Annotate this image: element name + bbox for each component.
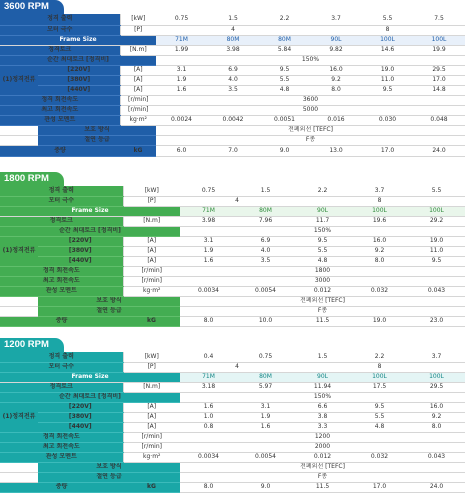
row-label: Frame Size bbox=[0, 206, 180, 216]
cell: 0.8 bbox=[180, 422, 237, 432]
spec-table bbox=[0, 14, 465, 157]
cell: 150% bbox=[180, 392, 465, 402]
cell: 6.6 bbox=[294, 402, 351, 412]
row-label: Frame Size bbox=[0, 35, 156, 45]
cell: 3.3 bbox=[294, 422, 351, 432]
cell: 3.8 bbox=[294, 412, 351, 422]
current-group-label: (1)정격전류 bbox=[0, 236, 38, 266]
cell: 100L bbox=[408, 372, 465, 382]
cell: 11.0 bbox=[362, 75, 413, 85]
row-unit: [A] bbox=[123, 256, 180, 266]
row-current-380v bbox=[0, 246, 465, 256]
cell: 3.1 bbox=[237, 402, 294, 412]
cell: 8.0 bbox=[180, 316, 237, 326]
row-label: 정격토크 bbox=[0, 45, 120, 55]
cell: 29.2 bbox=[408, 216, 465, 226]
row-current-380v bbox=[0, 412, 465, 422]
row-unit: kg·m² bbox=[120, 115, 156, 125]
row-label: 중량 bbox=[0, 482, 123, 492]
cell: 3.1 bbox=[156, 65, 207, 75]
row-unit: [N.m] bbox=[123, 216, 180, 226]
spec-section-1200rpm bbox=[0, 338, 465, 500]
cell: 1800 bbox=[180, 266, 465, 276]
cell: 8.0 bbox=[351, 256, 408, 266]
row-label: 관성 모멘트 bbox=[0, 115, 120, 125]
cell: 전폐외선 [TEFC] bbox=[180, 462, 465, 472]
row-label: 모터 극수 bbox=[0, 25, 120, 35]
row-unit: [r/min] bbox=[120, 105, 156, 115]
cell: 0.030 bbox=[362, 115, 413, 125]
cell: 80M bbox=[259, 35, 310, 45]
cell: 23.0 bbox=[408, 316, 465, 326]
row-label: 절연 등급 bbox=[38, 472, 180, 482]
row-insulation bbox=[0, 472, 465, 482]
row-label: 정격토크 bbox=[0, 382, 123, 392]
row-unit: [P] bbox=[120, 25, 156, 35]
row-label: 정격 회전속도 bbox=[0, 95, 120, 105]
row-label: 모터 극수 bbox=[0, 196, 123, 206]
row-insulation bbox=[0, 135, 465, 145]
row-unit: [A] bbox=[120, 75, 156, 85]
cell: 3.18 bbox=[180, 382, 237, 392]
row-unit: [r/min] bbox=[123, 266, 180, 276]
row-label: 정격 회전속도 bbox=[0, 266, 123, 276]
cell: 80M bbox=[207, 35, 259, 45]
cell: 1.5 bbox=[237, 186, 294, 196]
cell: 6.0 bbox=[156, 145, 207, 156]
row-label: 정격 출력 bbox=[0, 186, 123, 196]
row-unit: [N.m] bbox=[123, 382, 180, 392]
row-label: 관성 모멘트 bbox=[0, 286, 123, 296]
cell: 2.2 bbox=[294, 186, 351, 196]
row-current-220v bbox=[0, 236, 465, 246]
cell: 1.9 bbox=[156, 75, 207, 85]
cell: 1200 bbox=[180, 432, 465, 442]
row-label: 관성 모멘트 bbox=[0, 452, 123, 462]
cell: 100L bbox=[351, 206, 408, 216]
section-title: 3600 RPM bbox=[0, 0, 64, 14]
cell: 1.99 bbox=[156, 45, 207, 55]
cell: 0.012 bbox=[294, 286, 351, 296]
cell: 0.043 bbox=[408, 286, 465, 296]
row-insulation bbox=[0, 306, 465, 316]
cell: 0.0054 bbox=[237, 286, 294, 296]
cell: 14.6 bbox=[362, 45, 413, 55]
row-rated-torque bbox=[0, 216, 465, 226]
cell: 100L bbox=[362, 35, 413, 45]
cell: 1.9 bbox=[180, 246, 237, 256]
cell: 3.5 bbox=[207, 85, 259, 95]
blank-cell bbox=[0, 462, 38, 472]
cell: 1.5 bbox=[294, 352, 351, 362]
cell: 11.94 bbox=[294, 382, 351, 392]
row-unit: [r/min] bbox=[123, 276, 180, 286]
row-label: 순간 최대토크 [정격비] bbox=[0, 55, 156, 65]
row-label: [220V] bbox=[38, 65, 120, 75]
cell: 11.5 bbox=[294, 482, 351, 492]
row-label: 중량 bbox=[0, 145, 120, 156]
row-unit: [A] bbox=[120, 65, 156, 75]
cell: 0.043 bbox=[408, 452, 465, 462]
cell: 71M bbox=[180, 372, 237, 382]
cell: 90L bbox=[294, 206, 351, 216]
cell: 9.5 bbox=[408, 256, 465, 266]
cell: 29.5 bbox=[408, 382, 465, 392]
row-rated-output bbox=[0, 14, 465, 25]
cell: 1.6 bbox=[180, 402, 237, 412]
row-weight bbox=[0, 482, 465, 492]
cell: 7.0 bbox=[207, 145, 259, 156]
row-unit: [r/min] bbox=[123, 442, 180, 452]
cell: 100L bbox=[351, 372, 408, 382]
row-unit: [P] bbox=[123, 196, 180, 206]
blank-cell bbox=[0, 125, 38, 135]
cell: 1.6 bbox=[237, 422, 294, 432]
cell: 9.2 bbox=[310, 75, 362, 85]
row-poles bbox=[0, 362, 465, 372]
cell: 9.0 bbox=[259, 145, 310, 156]
row-label: 최고 회전속도 bbox=[0, 442, 123, 452]
cell: 100L bbox=[413, 35, 465, 45]
cell: 9.2 bbox=[351, 246, 408, 256]
cell: 17.0 bbox=[362, 145, 413, 156]
row-unit: [kW] bbox=[123, 186, 180, 196]
cell: 6.9 bbox=[237, 236, 294, 246]
row-unit: kG bbox=[123, 316, 180, 326]
row-unit: [r/min] bbox=[120, 95, 156, 105]
cell: 71M bbox=[180, 206, 237, 216]
cell: 1.9 bbox=[237, 412, 294, 422]
blank-cell bbox=[0, 135, 38, 145]
row-unit: [A] bbox=[123, 402, 180, 412]
cell: 24.0 bbox=[408, 482, 465, 492]
cell: 0.0051 bbox=[259, 115, 310, 125]
row-protection bbox=[0, 296, 465, 306]
row-unit: [kW] bbox=[123, 352, 180, 362]
cell: 5.5 bbox=[351, 412, 408, 422]
row-current-440v bbox=[0, 256, 465, 266]
row-label: 순간 최대토크 [정격비] bbox=[0, 392, 180, 402]
spec-section-3600rpm bbox=[0, 0, 465, 166]
row-max-speed bbox=[0, 105, 465, 115]
row-unit: [A] bbox=[123, 412, 180, 422]
cell: 5.5 bbox=[408, 186, 465, 196]
row-rated-output bbox=[0, 352, 465, 362]
cell: 4 bbox=[156, 25, 310, 35]
cell: 0.048 bbox=[413, 115, 465, 125]
cell: 5.84 bbox=[259, 45, 310, 55]
cell: 9.0 bbox=[237, 482, 294, 492]
cell: 1.0 bbox=[180, 412, 237, 422]
blank-cell bbox=[0, 306, 38, 316]
cell: 7.5 bbox=[413, 14, 465, 25]
spec-section-1800rpm bbox=[0, 172, 465, 332]
cell: 19.9 bbox=[413, 45, 465, 55]
row-inertia bbox=[0, 286, 465, 296]
row-frame-size bbox=[0, 372, 465, 382]
cell: 11.7 bbox=[294, 216, 351, 226]
row-label: 모터 극수 bbox=[0, 362, 123, 372]
cell: F종 bbox=[156, 135, 465, 145]
cell: 3.7 bbox=[310, 14, 362, 25]
cell: 전폐외선 [TEFC] bbox=[180, 296, 465, 306]
cell: 0.4 bbox=[180, 352, 237, 362]
row-frame-size bbox=[0, 35, 465, 45]
row-label: [380V] bbox=[38, 246, 123, 256]
cell: 3.7 bbox=[408, 352, 465, 362]
cell: 8 bbox=[294, 362, 465, 372]
row-unit: kG bbox=[120, 145, 156, 156]
spec-table bbox=[0, 352, 465, 493]
cell: 9.5 bbox=[351, 402, 408, 412]
cell: 0.032 bbox=[351, 286, 408, 296]
cell: 0.0042 bbox=[207, 115, 259, 125]
cell: 16.0 bbox=[408, 402, 465, 412]
row-rated-output bbox=[0, 186, 465, 196]
row-max-speed bbox=[0, 442, 465, 452]
cell: 3000 bbox=[180, 276, 465, 286]
row-unit: [r/min] bbox=[123, 432, 180, 442]
section-title: 1200 RPM bbox=[0, 338, 64, 352]
cell: 13.0 bbox=[310, 145, 362, 156]
cell: 1.6 bbox=[156, 85, 207, 95]
blank-cell bbox=[0, 296, 38, 306]
cell: 2.2 bbox=[351, 352, 408, 362]
row-inertia bbox=[0, 452, 465, 462]
cell: 11.5 bbox=[294, 316, 351, 326]
cell: 19.0 bbox=[351, 316, 408, 326]
row-rated-torque bbox=[0, 382, 465, 392]
row-max-speed bbox=[0, 276, 465, 286]
row-poles bbox=[0, 25, 465, 35]
cell: 5.5 bbox=[259, 75, 310, 85]
row-inertia bbox=[0, 115, 465, 125]
row-label: 중량 bbox=[0, 316, 123, 326]
cell: 8.0 bbox=[408, 422, 465, 432]
current-group-label: (1)정격전류 bbox=[0, 402, 38, 432]
cell: 3.98 bbox=[180, 216, 237, 226]
row-frame-size bbox=[0, 206, 465, 216]
row-label: 최고 회전속도 bbox=[0, 105, 120, 115]
row-current-380v bbox=[0, 75, 465, 85]
cell: 10.0 bbox=[237, 316, 294, 326]
cell: 19.6 bbox=[351, 216, 408, 226]
row-unit: kg·m² bbox=[123, 286, 180, 296]
cell: 150% bbox=[180, 226, 465, 236]
cell: 8.0 bbox=[310, 85, 362, 95]
cell: 6.9 bbox=[207, 65, 259, 75]
row-unit: [kW] bbox=[120, 14, 156, 25]
cell: 16.0 bbox=[351, 236, 408, 246]
cell: 24.0 bbox=[413, 145, 465, 156]
cell: 0.75 bbox=[156, 14, 207, 25]
cell: 9.5 bbox=[259, 65, 310, 75]
cell: 7.96 bbox=[237, 216, 294, 226]
cell: 4.8 bbox=[351, 422, 408, 432]
cell: 80M bbox=[237, 206, 294, 216]
cell: 19.0 bbox=[362, 65, 413, 75]
cell: F종 bbox=[180, 472, 465, 482]
row-unit: [P] bbox=[123, 362, 180, 372]
cell: 4 bbox=[180, 362, 294, 372]
row-peak-torque bbox=[0, 392, 465, 402]
cell: 1.6 bbox=[180, 256, 237, 266]
row-rated-speed bbox=[0, 95, 465, 105]
cell: 8.0 bbox=[180, 482, 237, 492]
row-label: 보호 방식 bbox=[38, 125, 156, 135]
row-peak-torque bbox=[0, 226, 465, 236]
cell: 0.75 bbox=[180, 186, 237, 196]
cell: 5000 bbox=[156, 105, 465, 115]
cell: 0.0034 bbox=[180, 286, 237, 296]
cell: 0.016 bbox=[310, 115, 362, 125]
cell: 100L bbox=[408, 206, 465, 216]
cell: 3.98 bbox=[207, 45, 259, 55]
row-label: 최고 회전속도 bbox=[0, 276, 123, 286]
cell: 3.1 bbox=[180, 236, 237, 246]
cell: 0.012 bbox=[294, 452, 351, 462]
row-poles bbox=[0, 196, 465, 206]
cell: 90L bbox=[310, 35, 362, 45]
row-label: 보호 방식 bbox=[38, 462, 180, 472]
cell: 0.0054 bbox=[237, 452, 294, 462]
row-unit: kg·m² bbox=[123, 452, 180, 462]
cell: 2000 bbox=[180, 442, 465, 452]
row-unit: [A] bbox=[123, 236, 180, 246]
cell: 8 bbox=[310, 25, 465, 35]
cell: 17.0 bbox=[413, 75, 465, 85]
row-unit: [N.m] bbox=[120, 45, 156, 55]
cell: 4.0 bbox=[207, 75, 259, 85]
cell: 29.5 bbox=[413, 65, 465, 75]
row-current-440v bbox=[0, 422, 465, 432]
cell: 0.0034 bbox=[180, 452, 237, 462]
row-label: 정격토크 bbox=[0, 216, 123, 226]
cell: 3.5 bbox=[237, 256, 294, 266]
row-label: 절연 등급 bbox=[38, 306, 180, 316]
cell: 80M bbox=[237, 372, 294, 382]
cell: 4 bbox=[180, 196, 294, 206]
row-label: Frame Size bbox=[0, 372, 180, 382]
row-rated-speed bbox=[0, 432, 465, 442]
cell: 150% bbox=[156, 55, 465, 65]
row-label: 정격 출력 bbox=[0, 352, 123, 362]
row-label: 절연 등급 bbox=[38, 135, 156, 145]
row-rated-torque bbox=[0, 45, 465, 55]
row-label: 보호 방식 bbox=[38, 296, 180, 306]
cell: 0.0024 bbox=[156, 115, 207, 125]
row-current-220v bbox=[0, 402, 465, 412]
row-label: [220V] bbox=[38, 402, 123, 412]
cell: 9.82 bbox=[310, 45, 362, 55]
cell: 2.2 bbox=[259, 14, 310, 25]
row-protection bbox=[0, 125, 465, 135]
row-label: [440V] bbox=[38, 256, 123, 266]
cell: 0.75 bbox=[237, 352, 294, 362]
cell: 4.0 bbox=[237, 246, 294, 256]
cell: 9.5 bbox=[362, 85, 413, 95]
cell: 4.8 bbox=[294, 256, 351, 266]
cell: F종 bbox=[180, 306, 465, 316]
cell: 16.0 bbox=[310, 65, 362, 75]
row-unit: [A] bbox=[123, 422, 180, 432]
cell: 11.0 bbox=[408, 246, 465, 256]
row-current-440v bbox=[0, 85, 465, 95]
cell: 8 bbox=[294, 196, 465, 206]
row-unit: [A] bbox=[123, 246, 180, 256]
cell: 4.8 bbox=[259, 85, 310, 95]
row-weight bbox=[0, 316, 465, 326]
row-protection bbox=[0, 462, 465, 472]
cell: 5.5 bbox=[294, 246, 351, 256]
cell: 전폐외선 [TEFC] bbox=[156, 125, 465, 135]
section-title: 1800 RPM bbox=[0, 172, 64, 186]
row-label: [440V] bbox=[38, 85, 120, 95]
row-label: [380V] bbox=[38, 412, 123, 422]
cell: 5.5 bbox=[362, 14, 413, 25]
cell: 9.5 bbox=[294, 236, 351, 246]
row-label: [220V] bbox=[38, 236, 123, 246]
cell: 9.2 bbox=[408, 412, 465, 422]
row-label: [440V] bbox=[38, 422, 123, 432]
cell: 17.5 bbox=[351, 382, 408, 392]
cell: 17.0 bbox=[351, 482, 408, 492]
row-unit: kG bbox=[123, 482, 180, 492]
spec-table bbox=[0, 186, 465, 327]
cell: 1.5 bbox=[207, 14, 259, 25]
cell: 14.8 bbox=[413, 85, 465, 95]
row-label: 정격 회전속도 bbox=[0, 432, 123, 442]
cell: 0.032 bbox=[351, 452, 408, 462]
row-label: [380V] bbox=[38, 75, 120, 85]
row-current-220v bbox=[0, 65, 465, 75]
current-group-label: (1)정격전류 bbox=[0, 65, 38, 95]
cell: 3.7 bbox=[351, 186, 408, 196]
row-weight bbox=[0, 145, 465, 156]
cell: 5.97 bbox=[237, 382, 294, 392]
row-label: 순간 최대토크 [정격비] bbox=[0, 226, 180, 236]
cell: 3600 bbox=[156, 95, 465, 105]
blank-cell bbox=[0, 472, 38, 482]
row-unit: [A] bbox=[120, 85, 156, 95]
cell: 90L bbox=[294, 372, 351, 382]
row-peak-torque bbox=[0, 55, 465, 65]
row-label: 정격 출력 bbox=[0, 14, 120, 25]
cell: 71M bbox=[156, 35, 207, 45]
row-rated-speed bbox=[0, 266, 465, 276]
cell: 19.0 bbox=[408, 236, 465, 246]
